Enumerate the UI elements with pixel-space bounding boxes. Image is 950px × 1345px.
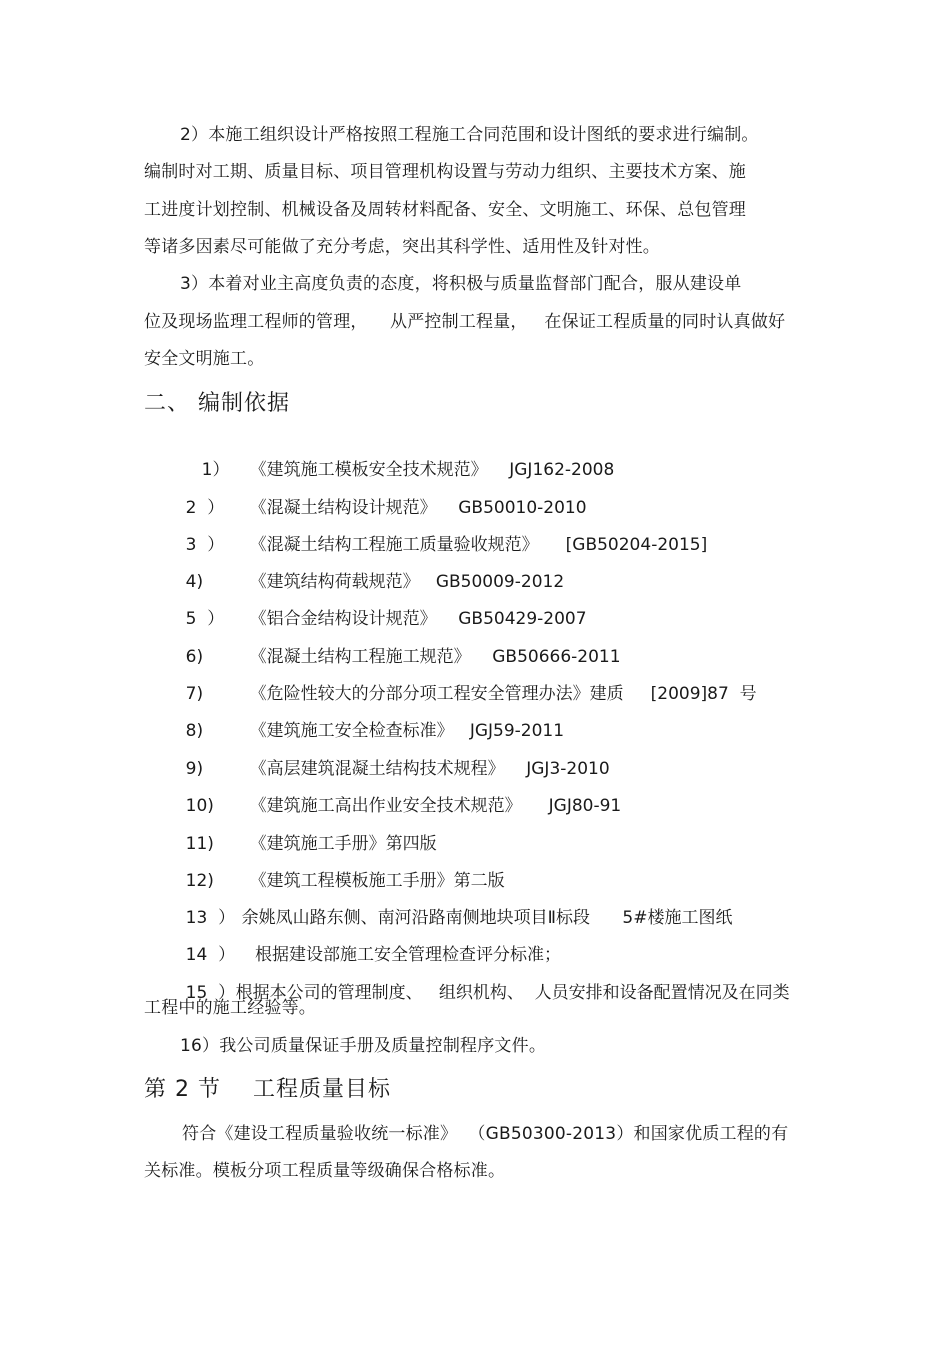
- list-item-15-continuation: 工程中的施工经验等。: [144, 998, 316, 1018]
- paragraph-2-line-4: 等诸多因素尽可能做了充分考虑，突出其科学性、适用性及针对性。: [144, 237, 660, 257]
- list-item-number: 3 ）: [185, 535, 225, 555]
- list-item-number: 11): [185, 834, 214, 854]
- list-item-text: 《高层建筑混凝土结构技术规程》 JGJ3-2010: [249, 759, 610, 779]
- list-item-number: 8): [185, 721, 204, 741]
- list-item-number: 7): [185, 684, 204, 704]
- list-item-number: 15 ）: [185, 983, 236, 1003]
- list-item-number: 14 ）: [185, 945, 236, 965]
- paragraph-2-line-2: 编制时对工期、质量目标、项目管理机构设置与劳动力组织、主要技术方案、施: [144, 162, 746, 182]
- list-item-text: 《建筑施工高出作业安全技术规范》 JGJ80-91: [249, 796, 622, 816]
- paragraph-2-line-1: 2）本施工组织设计严格按照工程施工合同范围和设计图纸的要求进行编制。: [180, 125, 759, 145]
- section-basis-title: 二、 编制依据: [144, 391, 290, 416]
- list-item-number: 1）: [201, 460, 230, 480]
- list-item-number: 5 ）: [185, 609, 225, 629]
- list-item-text: 《建筑施工手册》第四版: [249, 834, 437, 854]
- list-item-number: 2 ）: [185, 498, 225, 518]
- section-quality-title: 第 2 节 工程质量目标: [144, 1077, 391, 1102]
- list-item-number: 10): [185, 796, 214, 816]
- quality-line-1: 符合《建设工程质量验收统一标准》 （GB50300-2013）和国家优质工程的有: [182, 1124, 789, 1144]
- list-item-text: 《混凝土结构工程施工质量验收规范》 [GB50204-2015]: [249, 535, 708, 555]
- list-item-text: 根据建设部施工安全管理检查评分标准；: [249, 945, 562, 965]
- quality-line-2: 关标准。模板分项工程质量等级确保合格标准。: [144, 1161, 506, 1181]
- list-item-text: 余姚凤山路东侧、南河沿路南侧地块项目Ⅱ标段 5#楼施工图纸: [241, 908, 733, 928]
- list-item-text: 《建筑施工模板安全技术规范》 JGJ162-2008: [249, 460, 615, 480]
- list-item-number: 13 ）: [185, 908, 236, 928]
- list-item-text: 《铝合金结构设计规范》 GB50429-2007: [249, 609, 587, 629]
- list-item-number: 12): [185, 871, 214, 891]
- paragraph-3-line-2: 位及现场监理工程师的管理， 从严控制工程量， 在保证工程质量的同时认真做好: [144, 312, 786, 332]
- list-item-number: 9): [185, 759, 204, 779]
- list-item-number: 4): [185, 572, 204, 592]
- list-item-text: 《混凝土结构工程施工规范》 GB50666-2011: [249, 647, 621, 667]
- paragraph-3-line-3: 安全文明施工。: [144, 349, 265, 369]
- paragraph-3-line-1: 3）本着对业主高度负责的态度，将积极与质量监督部门配合，服从建设单: [180, 274, 742, 294]
- paragraph-2-line-3: 工进度计划控制、机械设备及周转材料配备、安全、文明施工、环保、总包管理: [144, 200, 746, 220]
- list-item-text: 《建筑工程模板施工手册》第二版: [249, 871, 505, 891]
- list-item-text: 《建筑结构荷载规范》 GB50009-2012: [249, 572, 565, 592]
- list-item-text: 《建筑施工安全检查标准》 JGJ59-2011: [249, 721, 565, 741]
- list-item-text: 《危险性较大的分部分项工程安全管理办法》建质 [2009]87 号: [249, 684, 757, 704]
- list-item-text: 《混凝土结构设计规范》 GB50010-2010: [249, 498, 587, 518]
- list-item-16: 16）我公司质量保证手册及质量控制程序文件。: [180, 1036, 547, 1056]
- list-item-number: 6): [185, 647, 204, 667]
- list-item-text: 根据本公司的管理制度、 组织机构、 人员安排和设备配置情况及在同类: [235, 983, 790, 1003]
